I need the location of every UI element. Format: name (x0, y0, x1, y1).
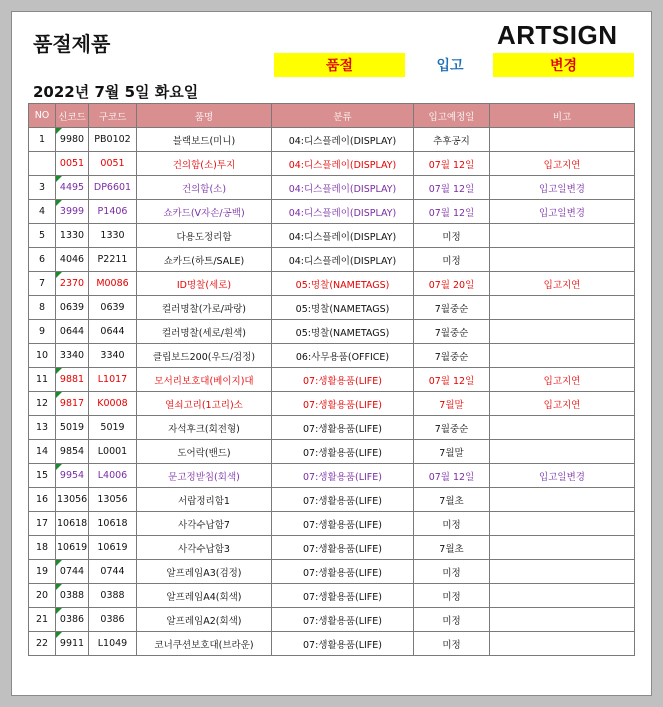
cell-note[interactable] (490, 320, 635, 344)
cell-product-name[interactable]: 사각수납함7 (137, 512, 272, 536)
cell-product-name[interactable]: ID명찰(세로) (137, 272, 272, 296)
cell-note[interactable] (490, 632, 635, 656)
cell-new-code[interactable]: 13056 (56, 488, 89, 512)
cell-note[interactable] (490, 488, 635, 512)
cell-no[interactable]: 4 (29, 200, 56, 224)
cell-old-code[interactable]: 5019 (89, 416, 137, 440)
table-row (29, 128, 635, 152)
out-of-stock-table (28, 103, 635, 656)
cell-product-name[interactable]: 코너쿠션보호대(브라운) (137, 632, 272, 656)
cell-category[interactable]: 05:명찰(NAMETAGS) (272, 272, 414, 296)
table-row (29, 248, 635, 272)
cell-old-code[interactable]: L1017 (89, 368, 137, 392)
cell-note[interactable] (490, 296, 635, 320)
cell-note[interactable] (490, 248, 635, 272)
table-row (29, 512, 635, 536)
cell-eta[interactable]: 미정 (414, 248, 490, 272)
cell-no[interactable]: 18 (29, 536, 56, 560)
cell-category[interactable]: 07:생활용품(LIFE) (272, 608, 414, 632)
table-row (29, 584, 635, 608)
cell-old-code[interactable]: 0386 (89, 608, 137, 632)
cell-note[interactable]: 입고지연 (490, 272, 635, 296)
cell-product-name[interactable]: 블랙보드(미니) (137, 128, 272, 152)
cell-new-code[interactable]: 0744 (56, 560, 89, 584)
cell-no[interactable]: 5 (29, 224, 56, 248)
cell-category[interactable]: 04:디스플레이(DISPLAY) (272, 248, 414, 272)
cell-new-code[interactable]: 3999 (56, 200, 89, 224)
cell-category[interactable]: 04:디스플레이(DISPLAY) (272, 176, 414, 200)
cell-eta[interactable]: 07월 12일 (414, 368, 490, 392)
table-row (29, 368, 635, 392)
cell-new-code[interactable]: 1330 (56, 224, 89, 248)
cell-old-code[interactable]: L1049 (89, 632, 137, 656)
cell-old-code[interactable]: 10619 (89, 536, 137, 560)
cell-category[interactable]: 07:생활용품(LIFE) (272, 512, 414, 536)
tab-out-of-stock[interactable]: 품절 (274, 53, 405, 77)
cell-category[interactable]: 06:사무용품(OFFICE) (272, 344, 414, 368)
cell-eta[interactable]: 미정 (414, 512, 490, 536)
cell-product-name[interactable]: 알프레임A4(회색) (137, 584, 272, 608)
cell-eta[interactable]: 7월말 (414, 392, 490, 416)
cell-new-code[interactable]: 4046 (56, 248, 89, 272)
cell-note[interactable] (490, 512, 635, 536)
cell-category[interactable]: 05:명찰(NAMETAGS) (272, 296, 414, 320)
cell-eta[interactable]: 미정 (414, 632, 490, 656)
col-header-new-code: 신코드 (56, 104, 89, 128)
table-header-row (29, 104, 635, 128)
cell-eta[interactable]: 7월중순 (414, 416, 490, 440)
table-row (29, 608, 635, 632)
cell-new-code[interactable]: 9881 (56, 368, 89, 392)
cell-note[interactable] (490, 344, 635, 368)
cell-product-name[interactable]: 건의함(소)투지 (137, 152, 272, 176)
cell-eta[interactable]: 7월중순 (414, 320, 490, 344)
table-row (29, 344, 635, 368)
cell-note[interactable] (490, 440, 635, 464)
cell-note[interactable] (490, 608, 635, 632)
cell-product-name[interactable]: 알프레임A3(검정) (137, 560, 272, 584)
cell-product-name[interactable]: 자석후크(회전형) (137, 416, 272, 440)
cell-new-code[interactable]: 2370 (56, 272, 89, 296)
cell-old-code[interactable]: 0388 (89, 584, 137, 608)
cell-new-code[interactable]: 4495 (56, 176, 89, 200)
cell-new-code[interactable]: 0644 (56, 320, 89, 344)
cell-eta[interactable]: 07월 12일 (414, 176, 490, 200)
table-row (29, 416, 635, 440)
table-row (29, 272, 635, 296)
cell-note[interactable]: 입고지연 (490, 392, 635, 416)
cell-note[interactable]: 입고지연 (490, 152, 635, 176)
cell-eta[interactable]: 7월초 (414, 488, 490, 512)
cell-no[interactable]: 13 (29, 416, 56, 440)
table-row (29, 464, 635, 488)
col-header-old-code: 구코드 (89, 104, 137, 128)
cell-category[interactable]: 04:디스플레이(DISPLAY) (272, 128, 414, 152)
cell-no[interactable]: 3 (29, 176, 56, 200)
cell-product-name[interactable]: 다용도정리함 (137, 224, 272, 248)
report-date: 2022년 7월 5일 화요일 (33, 83, 199, 101)
cell-category[interactable]: 07:생활용품(LIFE) (272, 488, 414, 512)
cell-no[interactable]: 11 (29, 368, 56, 392)
cell-new-code[interactable]: 10618 (56, 512, 89, 536)
spreadsheet-sheet (11, 11, 652, 696)
cell-category[interactable]: 07:생활용품(LIFE) (272, 584, 414, 608)
artsign-logo: ARTSIGN (497, 20, 618, 50)
table-row (29, 560, 635, 584)
cell-note[interactable]: 입고일변경 (490, 200, 635, 224)
cell-old-code[interactable]: 3340 (89, 344, 137, 368)
cell-no[interactable]: 22 (29, 632, 56, 656)
cell-category[interactable]: 07:생활용품(LIFE) (272, 416, 414, 440)
cell-no[interactable]: 20 (29, 584, 56, 608)
cell-new-code[interactable]: 10619 (56, 536, 89, 560)
table-row (29, 392, 635, 416)
cell-product-name[interactable]: 쇼카드(하트/SALE) (137, 248, 272, 272)
cell-no[interactable]: 16 (29, 488, 56, 512)
cell-category[interactable]: 04:디스플레이(DISPLAY) (272, 152, 414, 176)
cell-old-code[interactable]: 0744 (89, 560, 137, 584)
tab-restock[interactable]: 입고 (420, 53, 480, 77)
cell-no[interactable]: 8 (29, 296, 56, 320)
cell-no[interactable]: 21 (29, 608, 56, 632)
cell-old-code[interactable]: PB0102 (89, 128, 137, 152)
cell-old-code[interactable]: L0001 (89, 440, 137, 464)
cell-eta[interactable]: 추후공지 (414, 128, 490, 152)
cell-category[interactable]: 05:명찰(NAMETAGS) (272, 320, 414, 344)
cell-old-code[interactable]: 0639 (89, 296, 137, 320)
cell-eta[interactable]: 미정 (414, 584, 490, 608)
cell-note[interactable]: 입고일변경 (490, 464, 635, 488)
cell-old-code[interactable]: DP6601 (89, 176, 137, 200)
cell-new-code[interactable]: 9954 (56, 464, 89, 488)
cell-note[interactable] (490, 416, 635, 440)
cell-old-code[interactable]: P1406 (89, 200, 137, 224)
cell-no[interactable]: 10 (29, 344, 56, 368)
cell-no[interactable] (29, 152, 56, 176)
cell-note[interactable] (490, 584, 635, 608)
cell-category[interactable]: 07:생활용품(LIFE) (272, 392, 414, 416)
cell-category[interactable]: 07:생활용품(LIFE) (272, 368, 414, 392)
cell-new-code[interactable]: 9817 (56, 392, 89, 416)
table-row (29, 176, 635, 200)
cell-eta[interactable]: 7월중순 (414, 296, 490, 320)
cell-new-code[interactable]: 0051 (56, 152, 89, 176)
cell-new-code[interactable]: 9980 (56, 128, 89, 152)
cell-eta[interactable]: 7월말 (414, 440, 490, 464)
cell-old-code[interactable]: 13056 (89, 488, 137, 512)
col-header-no: NO (29, 104, 56, 128)
cell-note[interactable] (490, 224, 635, 248)
cell-no[interactable]: 15 (29, 464, 56, 488)
tab-change[interactable]: 변경 (493, 53, 634, 77)
cell-no[interactable]: 7 (29, 272, 56, 296)
cell-category[interactable]: 07:생활용품(LIFE) (272, 536, 414, 560)
table-row (29, 488, 635, 512)
cell-no[interactable]: 9 (29, 320, 56, 344)
cell-new-code[interactable]: 3340 (56, 344, 89, 368)
cell-new-code[interactable]: 9911 (56, 632, 89, 656)
col-header-note: 비고 (490, 104, 635, 128)
table-row (29, 320, 635, 344)
page-title: 품절제품 (33, 32, 111, 56)
cell-old-code[interactable]: 10618 (89, 512, 137, 536)
cell-old-code[interactable]: 0051 (89, 152, 137, 176)
col-header-category: 분류 (272, 104, 414, 128)
table-row (29, 440, 635, 464)
table-row (29, 296, 635, 320)
cell-product-name[interactable]: 쇼카드(V자손/공백) (137, 200, 272, 224)
table-row (29, 152, 635, 176)
cell-no[interactable]: 19 (29, 560, 56, 584)
cell-note[interactable] (490, 560, 635, 584)
cell-new-code[interactable]: 0388 (56, 584, 89, 608)
cell-note[interactable] (490, 536, 635, 560)
table-row (29, 200, 635, 224)
cell-old-code[interactable]: K0008 (89, 392, 137, 416)
cell-no[interactable]: 1 (29, 128, 56, 152)
cell-product-name[interactable]: 서랍정리함1 (137, 488, 272, 512)
cell-note[interactable] (490, 128, 635, 152)
cell-no[interactable]: 17 (29, 512, 56, 536)
cell-category[interactable]: 07:생활용품(LIFE) (272, 464, 414, 488)
cell-category[interactable]: 07:생활용품(LIFE) (272, 560, 414, 584)
table-row (29, 224, 635, 248)
cell-product-name[interactable]: 열쇠고리(1고리)소 (137, 392, 272, 416)
cell-category[interactable]: 07:생활용품(LIFE) (272, 440, 414, 464)
table-row (29, 536, 635, 560)
cell-product-name[interactable]: 도어락(밴드) (137, 440, 272, 464)
cell-eta[interactable]: 미정 (414, 560, 490, 584)
cell-old-code[interactable]: L4006 (89, 464, 137, 488)
cell-eta[interactable]: 07월 12일 (414, 200, 490, 224)
cell-product-name[interactable]: 클립보드200(우드/검정) (137, 344, 272, 368)
cell-note[interactable]: 입고지연 (490, 368, 635, 392)
cell-old-code[interactable]: P2211 (89, 248, 137, 272)
cell-product-name[interactable]: 문고정받침(회색) (137, 464, 272, 488)
cell-category[interactable]: 04:디스플레이(DISPLAY) (272, 224, 414, 248)
cell-new-code[interactable]: 9854 (56, 440, 89, 464)
cell-no[interactable]: 12 (29, 392, 56, 416)
cell-eta[interactable]: 07월 12일 (414, 152, 490, 176)
cell-note[interactable]: 입고일변경 (490, 176, 635, 200)
cell-eta[interactable]: 7월초 (414, 536, 490, 560)
cell-new-code[interactable]: 0639 (56, 296, 89, 320)
cell-eta[interactable]: 미정 (414, 224, 490, 248)
cell-eta[interactable]: 미정 (414, 608, 490, 632)
cell-category[interactable]: 07:생활용품(LIFE) (272, 632, 414, 656)
cell-new-code[interactable]: 0386 (56, 608, 89, 632)
cell-old-code[interactable]: 1330 (89, 224, 137, 248)
cell-product-name[interactable]: 컬러명찰(가로/파랑) (137, 296, 272, 320)
col-header-product-name: 품명 (137, 104, 272, 128)
cell-product-name[interactable]: 알프레임A2(회색) (137, 608, 272, 632)
table-row (29, 632, 635, 656)
cell-no[interactable]: 6 (29, 248, 56, 272)
cell-product-name[interactable]: 사각수납함3 (137, 536, 272, 560)
cell-new-code[interactable]: 5019 (56, 416, 89, 440)
cell-old-code[interactable]: 0644 (89, 320, 137, 344)
cell-eta[interactable]: 07월 20일 (414, 272, 490, 296)
cell-old-code[interactable]: M0086 (89, 272, 137, 296)
cell-category[interactable]: 04:디스플레이(DISPLAY) (272, 200, 414, 224)
cell-eta[interactable]: 7월중순 (414, 344, 490, 368)
cell-no[interactable]: 14 (29, 440, 56, 464)
col-header-eta: 입고예정일 (414, 104, 490, 128)
cell-product-name[interactable]: 컬러명찰(세로/흰색) (137, 320, 272, 344)
cell-product-name[interactable]: 건의함(소) (137, 176, 272, 200)
cell-product-name[interactable]: 모서리보호대(베이지)대 (137, 368, 272, 392)
cell-eta[interactable]: 07월 12일 (414, 464, 490, 488)
